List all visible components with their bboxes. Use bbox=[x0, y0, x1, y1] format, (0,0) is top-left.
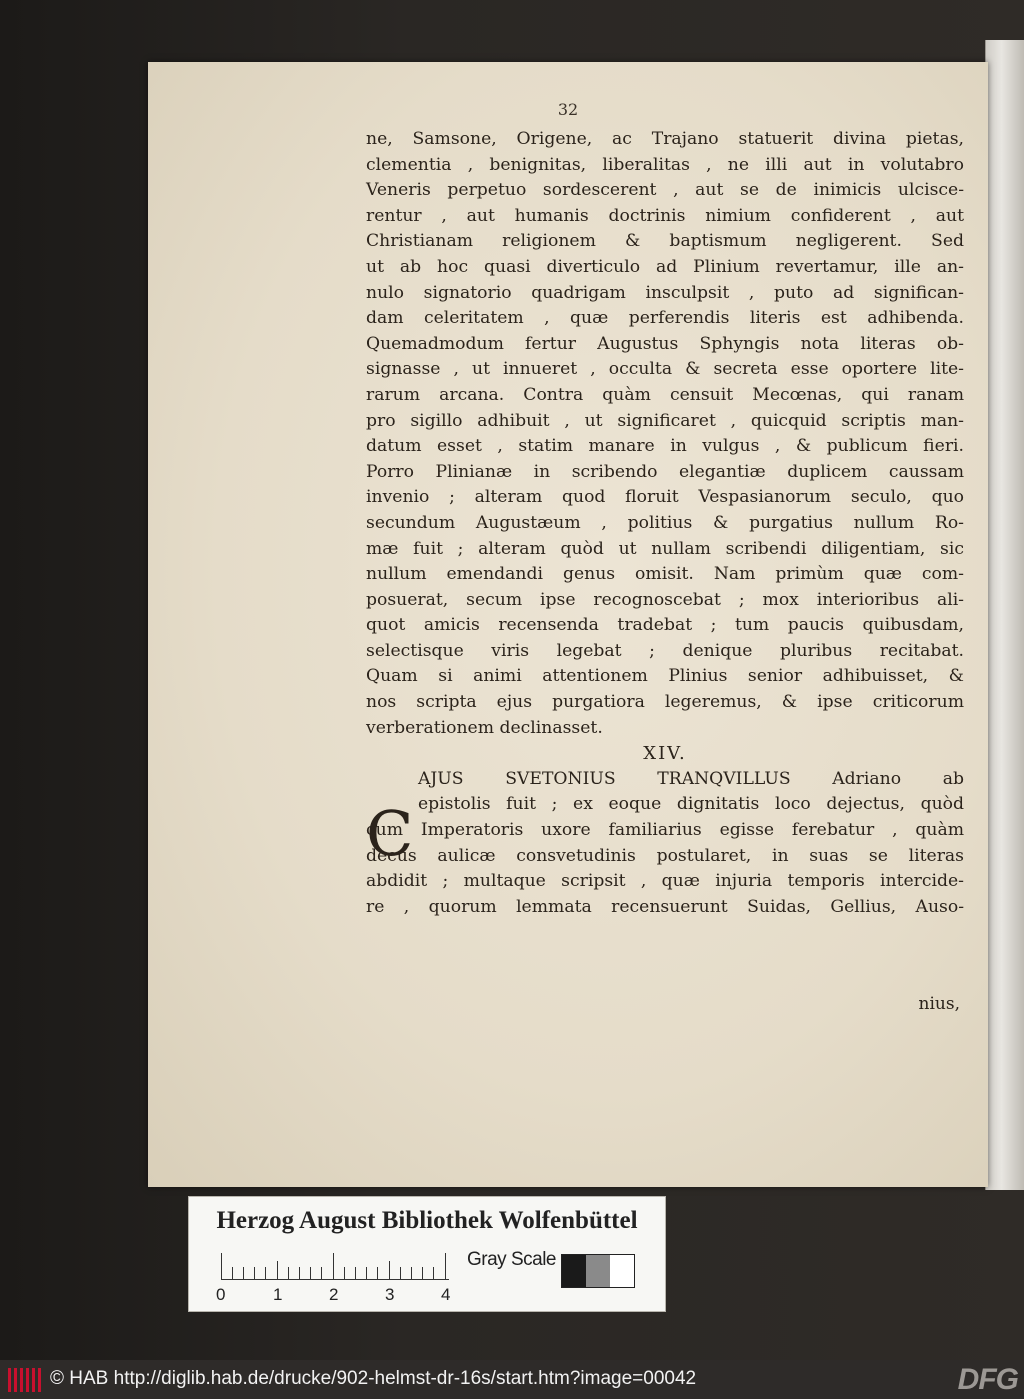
ruler-tick bbox=[355, 1267, 356, 1279]
ruler-tick bbox=[433, 1267, 434, 1279]
next-page-edge bbox=[985, 40, 1024, 1190]
text-line: nullum emendandi genus omisit. Nam primùm quæ com- bbox=[366, 564, 964, 585]
text-line: signasse , ut innueret , occulta & secreta esse oportere lite- bbox=[366, 359, 964, 380]
ruler-tick bbox=[377, 1267, 378, 1279]
library-name: Herzog August Bibliothek Wolfenbüttel bbox=[216, 1207, 638, 1234]
text-line: AJUS SVETONIUS TRANQVILLUS Adriano ab bbox=[418, 768, 964, 789]
text-line: ne, Samsone, Origene, ac Trajano statuerit divina pietas, bbox=[366, 129, 964, 149]
scale-number: 1 bbox=[273, 1285, 283, 1304]
ruler-tick bbox=[254, 1267, 255, 1279]
text-line: Porro Plinianæ in scribendo elegantiæ duplicem caussam bbox=[366, 461, 964, 482]
text-line: cum Imperatoris uxore familiarius egisse ferebatur , quàm bbox=[366, 820, 964, 841]
scale-number: 3 bbox=[385, 1285, 395, 1304]
ruler-tick bbox=[333, 1253, 334, 1279]
text-line: Christianam religionem & baptismum negligerent. Sed bbox=[366, 231, 964, 252]
text-line: nos scripta ejus purgatiora legeremus, & ipse criticorum bbox=[366, 692, 964, 713]
swatch-black bbox=[562, 1255, 586, 1287]
text-line: invenio ; alteram quod floruit Vespasianorum seculo, quo bbox=[366, 487, 964, 508]
ruler-tick bbox=[389, 1261, 390, 1279]
ruler-tick bbox=[422, 1267, 423, 1279]
text-line: posuerat, secum ipse recognoscebat ; mox interioribus ali- bbox=[366, 589, 964, 610]
text-line: pro sigillo adhibuit , ut significaret , quicquid scriptis man- bbox=[366, 410, 964, 431]
ruler-tick bbox=[221, 1253, 222, 1279]
text-line: Quam si animi attentionem Plinius senior adhibuisset, & bbox=[366, 666, 964, 687]
text-line: secundum Augustæum , politius & purgatius nullum Ro- bbox=[366, 512, 964, 533]
text-line: verberationem declinasset. bbox=[366, 717, 603, 738]
ruler-tick bbox=[277, 1261, 278, 1279]
copyright-url[interactable]: © HAB http://diglib.hab.de/drucke/902-helmst-dr-16s/start.htm?image=00042 bbox=[50, 1368, 697, 1389]
ruler-tick bbox=[445, 1253, 446, 1279]
swatch-gray bbox=[586, 1255, 610, 1287]
text-line: datum esset , statim manare in vulgus , & publicum fieri. bbox=[366, 436, 964, 457]
ruler-tick bbox=[299, 1267, 300, 1279]
ruler-tick bbox=[243, 1267, 244, 1279]
text-line: dam celeritatem , quæ perferendis literis est adhibenda. bbox=[366, 308, 964, 329]
ruler-tick bbox=[411, 1267, 412, 1279]
catchword: nius, bbox=[918, 994, 960, 1014]
text-line: Veneris perpetuo sordescerent , aut se de inimicis ulcisce- bbox=[366, 180, 964, 201]
scale-number: 4 bbox=[441, 1285, 451, 1304]
text-line: decus aulicæ consvetudinis postularet, in suas se literas bbox=[366, 845, 964, 866]
scale-number: 0 bbox=[216, 1285, 226, 1304]
page-number: 32 bbox=[557, 100, 579, 119]
text-line: rarum arcana. Contra quàm censuit Mecœnas, qui ranam bbox=[366, 384, 964, 405]
text-line: re , quorum lemmata recensuerunt Suidas, Gellius, Auso- bbox=[366, 896, 964, 917]
text-line: Quemadmodum fertur Augustus Sphyngis nota literas ob- bbox=[366, 333, 964, 354]
page-text bbox=[366, 127, 964, 920]
ruler-tick bbox=[265, 1267, 266, 1279]
text-line: epistolis fuit ; ex eoque dignitatis loco dejectus, quòd bbox=[418, 794, 964, 815]
swatch-white bbox=[610, 1255, 634, 1287]
drop-cap: C bbox=[366, 797, 414, 870]
ruler-tick bbox=[344, 1267, 345, 1279]
gray-scale-swatches bbox=[561, 1254, 635, 1288]
text-line: nulo signatorio quadrigam insculpsit , puto ad significan- bbox=[366, 282, 964, 303]
ruler-tick bbox=[400, 1267, 401, 1279]
scale-ruler bbox=[221, 1253, 449, 1280]
text-line: ut ab hoc quasi diverticulo ad Plinium revertamur, ille an- bbox=[366, 256, 964, 277]
footer-bar bbox=[0, 1360, 1024, 1399]
text-line: clementia , benignitas, liberalitas , ne illi aut in volutabro bbox=[366, 154, 964, 175]
text-line: rentur , aut humanis doctrinis nimium confiderent , aut bbox=[366, 205, 964, 226]
text-line: selectisque viris legebat ; denique pluribus recitabat. bbox=[366, 640, 964, 661]
ruler-tick bbox=[310, 1267, 311, 1279]
scale-number: 2 bbox=[329, 1285, 339, 1304]
text-line: quot amicis recensenda tradebat ; tum paucis quibusdam, bbox=[366, 615, 964, 636]
section-heading: XIV. bbox=[643, 743, 687, 765]
hab-barcode-icon bbox=[8, 1368, 42, 1392]
text-line: mæ fuit ; alteram quòd ut nullam scribendi diligentiam, sic bbox=[366, 538, 964, 559]
ruler-tick bbox=[232, 1267, 233, 1279]
book-page bbox=[148, 62, 988, 1187]
ruler-tick bbox=[288, 1267, 289, 1279]
gray-scale-label: Gray Scale bbox=[467, 1249, 556, 1270]
ruler-tick bbox=[366, 1267, 367, 1279]
dfg-logo: DFG bbox=[957, 1363, 1018, 1396]
library-color-card bbox=[188, 1196, 666, 1312]
ruler-tick bbox=[321, 1267, 322, 1279]
text-line: abdidit ; multaque scripsit , quæ injuria temporis intercide- bbox=[366, 871, 964, 892]
